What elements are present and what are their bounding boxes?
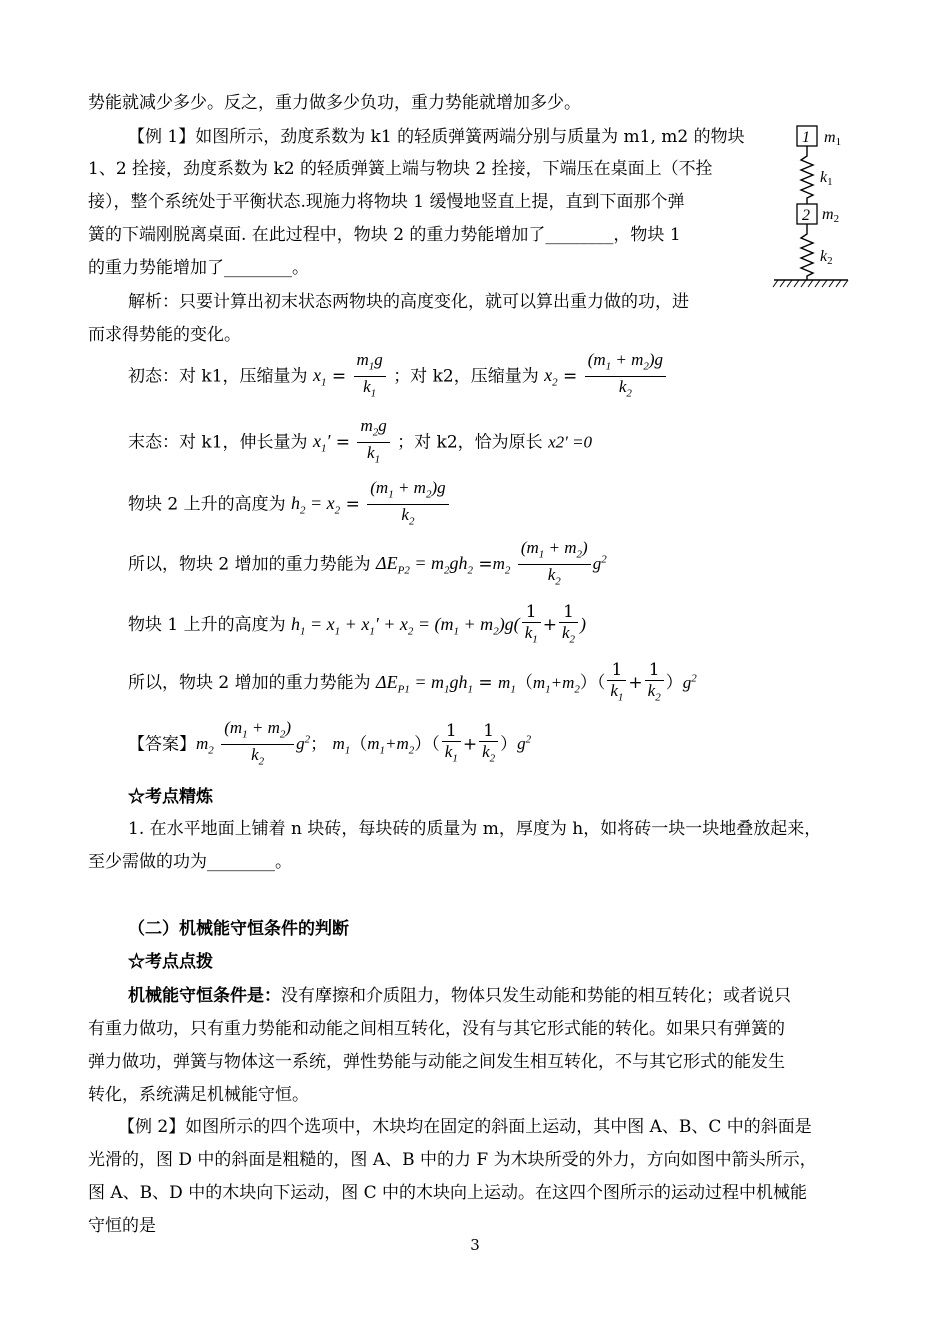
section2-line-3: 弹力做功，弹簧与物体这一系统，弹性势能与动能之间发生相互转化，不与其它形式的能发生 (88, 1052, 785, 1072)
eq-ep2-prefix: 所以，物块 2 增加的重力势能为 (128, 554, 371, 575)
exercise-line-2: 至少需做的功为________。 (88, 852, 292, 872)
spring-k2-label: k2 (820, 248, 833, 267)
table-hatching (773, 280, 848, 287)
spring-figure (772, 118, 862, 298)
example1-line-3: 接），整个系统处于平衡状态.现施力将物块 1 缓慢地竖直上提，直到下面那个弹 (88, 192, 685, 212)
eq-initial-state: 初态：对 k1，压缩量为 $x_1$ = $\frac{m_1g}{k_1}$ ；对 k2，压缩量为 $x_2$ = $\frac{(m_1 + m_2)g}{k_2}$ (128, 350, 668, 404)
mass-1-label: m1 (824, 129, 842, 148)
example1-line-1: 【例 1】如图所示，劲度系数为 k1 的轻质弹簧两端分别与质量为 m1, m2 的物块 (128, 127, 745, 147)
section2-line-4: 转化，系统满足机械能守恒。 (88, 1085, 309, 1105)
eq-h2-prefix: 物块 2 上升的高度为 (128, 494, 286, 515)
mass-2-label: m2 (822, 206, 840, 225)
section2-line-1 (128, 985, 791, 1007)
eq-final-state: 末态：对 k1，伸长量为 $x_1'$ = $\frac{m_2g}{k_1}$ ；对 k2，恰为原长 x2′ =0 (128, 416, 593, 466)
example2-line-1: 【例 2】如图所示的四个选项中，木块均在固定的斜面上运动，其中图 A、B、C 中的斜面是 (118, 1117, 812, 1137)
eq-ep1: 所以，物块 2 增加的重力势能为 $\Delta E_{P1} = m_1gh_1 = m_1(m_1+m_2)$（ $\frac{1}{k_1}$ + $\frac{1}{k_2}$ ）$g^2$ (128, 660, 697, 704)
exercise-line-1: 1. 在水平地面上铺着 n 块砖，每块砖的质量为 m，厚度为 h，如将砖一块一块地叠放起来， (128, 819, 822, 839)
eq-ep2: 所以，物块 2 增加的重力势能为 $\Delta E_{P2} = m_2gh_2 =m_2$ $\frac{(m_1 + m_2)}{k_2}$ $g^2$ (128, 538, 607, 588)
eq-h1: 物块 1 上升的高度为 $h_1 = x_1 + x_1' + x_2 = (m_1 + m_2)g$( $\frac{1}{k_1}$ + $\frac{1}{k_2}$ ) (128, 602, 587, 646)
eq-final-tail: x2′ =0 (548, 432, 593, 452)
section2-line-2: 有重力做功，只有重力势能和动能之间相互转化，没有与其它形式能的转化。如果只有弹簧的 (88, 1019, 785, 1039)
eq-final-prefix: 末态：对 k1，伸长量为 (128, 432, 308, 453)
spring-k2 (801, 224, 813, 280)
eq-h1-prefix: 物块 1 上升的高度为 (128, 615, 286, 636)
spring-k1 (801, 146, 813, 204)
example1-line-4: 簧的下端刚脱离桌面. 在此过程中，物块 2 的重力势能增加了________，物块 1 (88, 225, 681, 245)
section2-subheading: ☆考点点拨 (128, 952, 213, 972)
section2-title: （二）机械能守恒条件的判断 (128, 919, 349, 939)
eq-final-mid: ；对 k2，恰为原长 (397, 432, 543, 453)
exercise-heading: ☆考点精炼 (128, 787, 213, 807)
example1-line-2: 1、2 拴接，劲度系数为 k2 的轻质弹簧上端与物块 2 拴接，下端压在桌面上（不拴 (88, 159, 713, 179)
answer-label: 【答案】 (128, 734, 196, 755)
eq-ep1-prefix: 所以，物块 2 增加的重力势能为 (128, 673, 371, 694)
intro-paragraph: 势能就减少多少。反之，重力做多少负功，重力势能就增加多少。 (88, 93, 581, 113)
answer-line: 【答案】$m_2$ $\frac{(m_1 + m_2)}{k_2}$ $g^2$； $m_1(m_1+m_2)$（ $\frac{1}{k_1}$ + $\frac{1}{k_2}$ ）$g^2$ (128, 718, 532, 768)
page-number: 3 (470, 1236, 480, 1254)
example2-line-2: 光滑的，图 D 中的斜面是粗糙的，图 A、B 中的力 F 为木块所受的外力，方向如图中箭头所示， (88, 1150, 817, 1170)
section2-line-1-text: 没有摩擦和介质阻力，物体只发生动能和势能的相互转化；或者说只 (281, 986, 791, 1006)
analysis-line-1: 解析：只要计算出初末状态两物块的高度变化，就可以算出重力做的功，进 (128, 292, 689, 312)
example2-line-3: 图 A、B、D 中的木块向下运动，图 C 中的木块向上运动。在这四个图所示的运动过程中机械能 (88, 1183, 808, 1203)
eq-h2: 物块 2 上升的高度为 $h_2 = x_2$ = $\frac{(m_1 + m_2)g}{k_2}$ (128, 478, 451, 532)
example2-line-4: 守恒的是 (88, 1216, 156, 1236)
block-2-label: 2 (802, 207, 810, 224)
example1-line-5: 的重力势能增加了________。 (88, 258, 309, 278)
block-1-label: 1 (802, 129, 810, 146)
conservation-condition-label: 机械能守恒条件是： (128, 986, 281, 1006)
analysis-line-2: 而求得势能的变化。 (88, 325, 241, 345)
spring-k1-label: k1 (820, 169, 833, 188)
eq-initial-mid: ；对 k2，压缩量为 (393, 366, 539, 387)
eq-initial-prefix: 初态：对 k1，压缩量为 (128, 366, 308, 387)
